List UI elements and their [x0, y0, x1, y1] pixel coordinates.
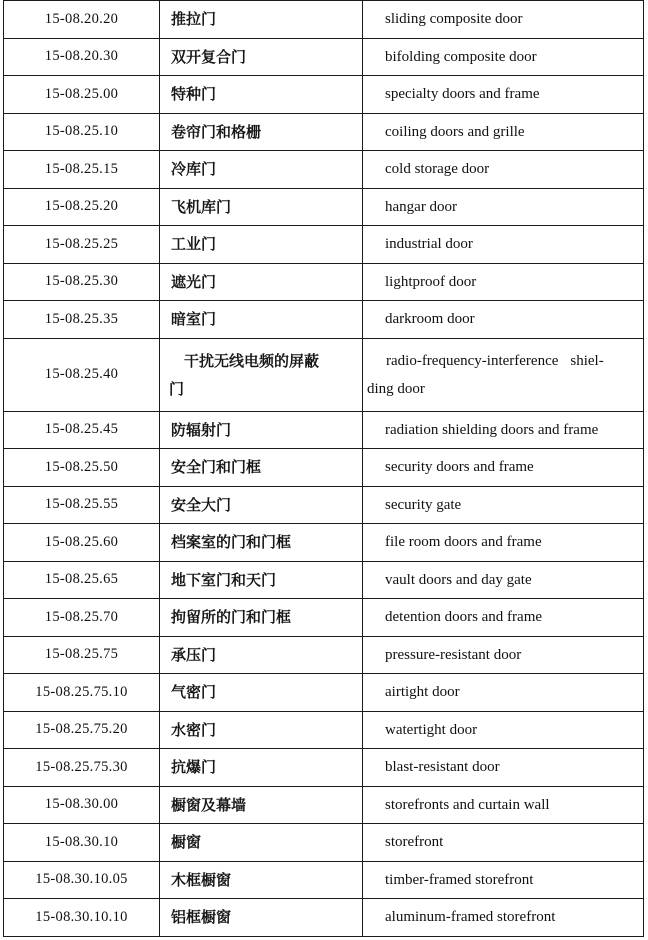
table-row: [4, 824, 644, 862]
english-term-cell: hangar door: [363, 188, 644, 226]
english-term-cell: lightproof door: [363, 263, 644, 301]
code-cell: 15-08.25.00: [4, 76, 160, 114]
chinese-term-cell: 气密门: [160, 674, 363, 712]
english-term-cell: sliding composite door: [363, 1, 644, 39]
english-term-cell: storefronts and curtain wall: [363, 786, 644, 824]
table-row: [4, 786, 644, 824]
code-cell: 15-08.25.30: [4, 263, 160, 301]
chinese-term-cell: 防辐射门: [160, 411, 363, 449]
chinese-term-cell: 铝框橱窗: [160, 899, 363, 937]
english-term-cell: storefront: [363, 824, 644, 862]
english-term-cell: file room doors and frame: [363, 524, 644, 562]
table-row: [4, 151, 644, 189]
english-term-cell: industrial door: [363, 226, 644, 264]
english-term-cell: timber-framed storefront: [363, 861, 644, 899]
chinese-term-cell: 木框橱窗: [160, 861, 363, 899]
code-cell: 15-08.30.10.05: [4, 861, 160, 899]
english-term-cell: pressure-resistant door: [363, 636, 644, 674]
chinese-term-line-1: 干扰无线电频的屏蔽: [184, 351, 320, 370]
chinese-term-cell: [160, 338, 363, 411]
table-row: [4, 524, 644, 562]
chinese-term-cell: 抗爆门: [160, 749, 363, 787]
code-cell: 15-08.25.35: [4, 301, 160, 339]
table-row: [4, 1, 644, 39]
code-cell: 15-08.20.30: [4, 38, 160, 76]
english-term-cell: bifolding composite door: [363, 38, 644, 76]
code-cell: 15-08.25.40: [4, 338, 160, 411]
chinese-term-cell: 双开复合门: [160, 38, 363, 76]
chinese-term-cell: 橱窗: [160, 824, 363, 862]
table-row: [4, 749, 644, 787]
table-row: [4, 226, 644, 264]
table-row: [4, 188, 644, 226]
code-cell: 15-08.25.55: [4, 486, 160, 524]
chinese-term-cell: 档案室的门和门框: [160, 524, 363, 562]
chinese-term-cell: 承压门: [160, 636, 363, 674]
english-term-cell: darkroom door: [363, 301, 644, 339]
table-row: [4, 711, 644, 749]
table-row: [4, 38, 644, 76]
table-row: [4, 263, 644, 301]
chinese-term-cell: 橱窗及幕墙: [160, 786, 363, 824]
english-term-cell: detention doors and frame: [363, 599, 644, 637]
table-row: [4, 411, 644, 449]
classification-table: [3, 0, 644, 937]
chinese-term-cell: 推拉门: [160, 1, 363, 39]
chinese-term-cell: 冷库门: [160, 151, 363, 189]
code-cell: 15-08.25.75: [4, 636, 160, 674]
code-cell: 15-08.25.75.20: [4, 711, 160, 749]
table-row: [4, 561, 644, 599]
chinese-term-cell: 飞机库门: [160, 188, 363, 226]
code-cell: 15-08.30.00: [4, 786, 160, 824]
table-row: [4, 449, 644, 487]
chinese-term-cell: 安全门和门框: [160, 449, 363, 487]
chinese-term-cell: 水密门: [160, 711, 363, 749]
english-term-cell: security gate: [363, 486, 644, 524]
table-row: [4, 674, 644, 712]
english-term-cell: cold storage door: [363, 151, 644, 189]
english-term-line-1b: shiel-: [570, 352, 604, 369]
code-cell: 15-08.25.25: [4, 226, 160, 264]
english-term-cell: specialty doors and frame: [363, 76, 644, 114]
english-term-cell: aluminum-framed storefront: [363, 899, 644, 937]
table-row: [4, 301, 644, 339]
code-cell: 15-08.25.20: [4, 188, 160, 226]
chinese-term-line-2: 门: [169, 379, 185, 398]
chinese-term-cell: 拘留所的门和门框: [160, 599, 363, 637]
code-cell: 15-08.25.60: [4, 524, 160, 562]
code-cell: 15-08.25.10: [4, 113, 160, 151]
table-row: [4, 636, 644, 674]
english-term-cell: [363, 338, 644, 411]
english-term-cell: coiling doors and grille: [363, 113, 644, 151]
chinese-term-cell: 暗室门: [160, 301, 363, 339]
chinese-term-cell: 遮光门: [160, 263, 363, 301]
code-cell: 15-08.25.15: [4, 151, 160, 189]
code-cell: 15-08.25.75.30: [4, 749, 160, 787]
chinese-term-cell: 地下室门和天门: [160, 561, 363, 599]
english-term-cell: blast-resistant door: [363, 749, 644, 787]
code-cell: 15-08.25.45: [4, 411, 160, 449]
table-row: [4, 113, 644, 151]
english-term-cell: radiation shielding doors and frame: [363, 411, 644, 449]
english-term-cell: watertight door: [363, 711, 644, 749]
english-term-line-2: ding door: [367, 380, 425, 397]
code-cell: 15-08.25.50: [4, 449, 160, 487]
chinese-term-cell: 安全大门: [160, 486, 363, 524]
code-cell: 15-08.20.20: [4, 1, 160, 39]
code-cell: 15-08.25.65: [4, 561, 160, 599]
chinese-term-cell: 卷帘门和格栅: [160, 113, 363, 151]
code-cell: 15-08.25.75.10: [4, 674, 160, 712]
table-row: [4, 861, 644, 899]
english-term-cell: vault doors and day gate: [363, 561, 644, 599]
code-cell: 15-08.25.70: [4, 599, 160, 637]
chinese-term-cell: 工业门: [160, 226, 363, 264]
chinese-term-cell: 特种门: [160, 76, 363, 114]
table-row: [4, 899, 644, 937]
english-term-cell: security doors and frame: [363, 449, 644, 487]
english-term-cell: airtight door: [363, 674, 644, 712]
english-term-line-1a: radio-frequency-interference: [386, 352, 559, 369]
table-row: [4, 76, 644, 114]
code-cell: 15-08.30.10: [4, 824, 160, 862]
table-row: [4, 599, 644, 637]
table-row: [4, 486, 644, 524]
code-cell: 15-08.30.10.10: [4, 899, 160, 937]
table-row: [4, 338, 644, 411]
